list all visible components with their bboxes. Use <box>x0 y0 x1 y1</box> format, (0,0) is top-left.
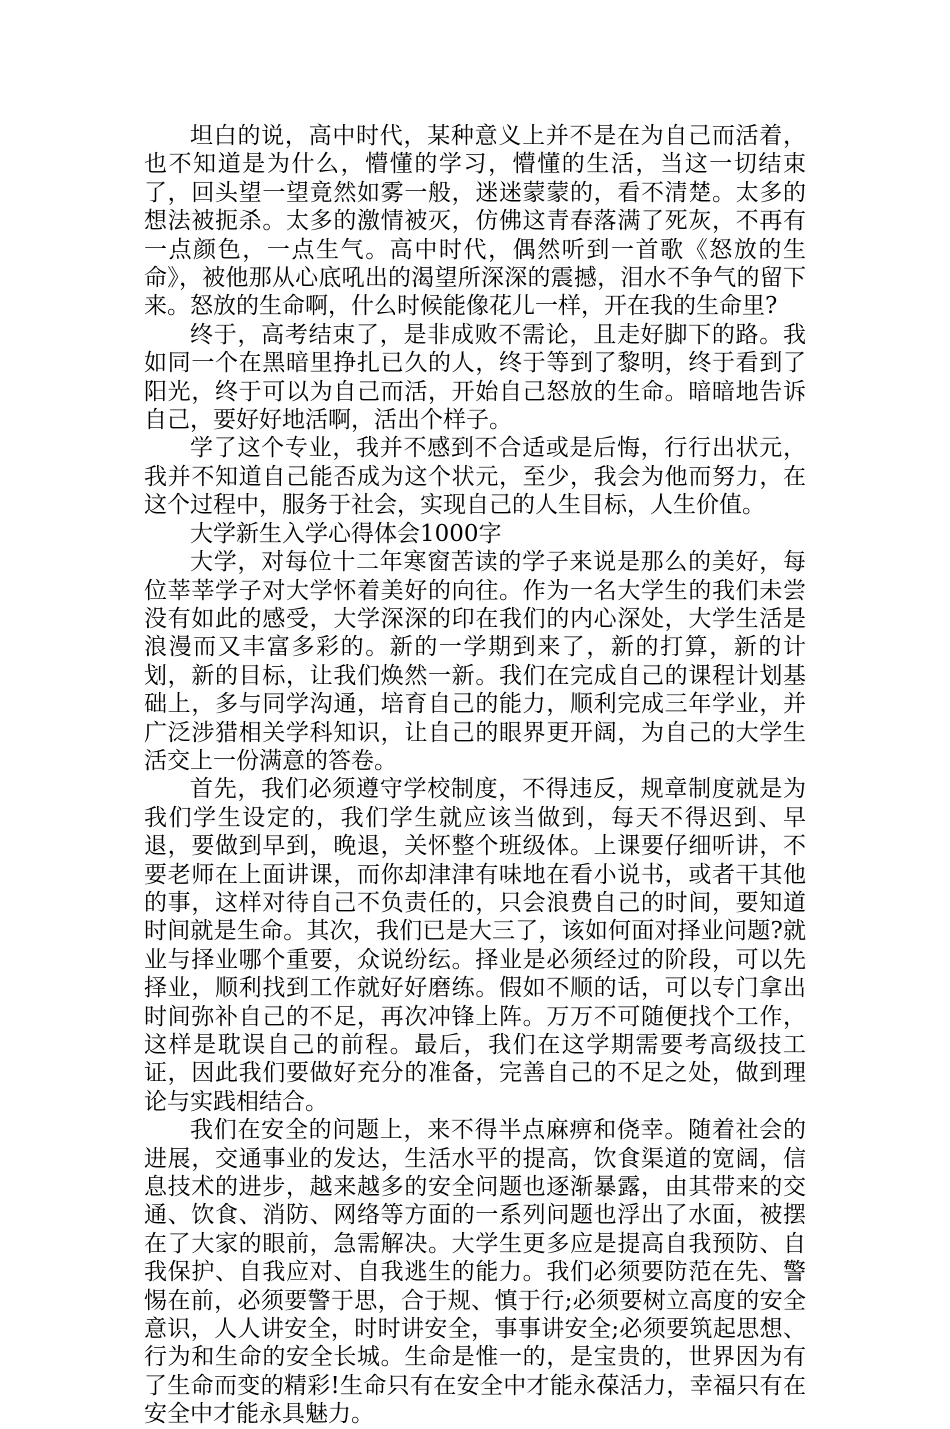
document-body <box>144 122 806 1429</box>
paragraph-rules: 首先，我们必须遵守学校制度，不得违反，规章制度就是为我们学生设定的，我们学生就应该当做到，每天不得迟到、早退，要做到早到，晚退，关怀整个班级体。上课要仔细听讲，不要老师在上面讲课，而你却津津有味地在看小说书，或者干其他的事，这样对待自己不负责任的，只会浪费自己的时间，要知道时间就是生命。其次，我们已是大三了，该如何面对择业问题?就业与择业哪个重要，众说纷纭。择业是必须经过的阶段，可以先择业，顺利找到工作就好好磨练。假如不顺的话，可以专门拿出时间弥补自己的不足，再次冲锋上阵。万万不可随便找个工作，这样是耽误自己的前程。最后，我们在这学期需要考高级技工证，因此我们要做好充分的准备，完善自己的不足之处，做到理论与实践相结合。 <box>144 776 806 1115</box>
paragraph-exam-finished: 终于，高考结束了，是非成败不需论，且走好脚下的路。我如同一个在黑暗里挣扎已久的人，终于等到了黎明，终于看到了阳光，终于可以为自己而活，开始自己怒放的生命。暗暗地告诉自己，要好好地活啊，活出个样子。 <box>144 321 806 434</box>
paragraph-major: 学了这个专业，我并不感到不合适或是后悔，行行出状元，我并不知道自己能否成为这个状元，至少，我会为他而努力，在这个过程中，服务于社会，实现自己的人生目标，人生价值。 <box>144 435 806 519</box>
paragraph-safety: 我们在安全的问题上，来不得半点麻痹和侥幸。随着社会的进展，交通事业的发达，生活水平的提高，饮食渠道的宽阔，信息技术的进步，越来越多的安全问题也逐渐暴露，由其带来的交通、饮食、消防、网络等方面的一系列问题也浮出了水面，被摆在了大家的眼前，急需解决。大学生更多应是提高自我预防、自我保护、自我应对、自我逃生的能力。我们必须要防范在先、警惕在前，必须要警于思，合于规、慎于行;必须要树立高度的安全意识，人人讲安全，时时讲安全，事事讲安全;必须要筑起思想、行为和生命的安全长城。生命是惟一的，是宝贵的，世界因为有了生命而变的精彩!生命只有在安全中才能永葆活力，幸福只有在安全中才能永具魅力。 <box>144 1117 806 1428</box>
section-heading: 大学新生入学心得体会1000字 <box>190 520 502 547</box>
paragraph-high-school: 坦白的说，高中时代，某种意义上并不是在为自己而活着，也不知道是为什么，懵懂的学习，懵懂的生活，当这一切结束了，回头望一望竟然如雾一般，迷迷蒙蒙的，看不清楚。太多的想法被扼杀。太多的激情被灭，仿佛这青春落满了死灰，不再有一点颜色，一点生气。高中时代，偶然听到一首歌《怒放的生命》，被他那从心底吼出的渴望所深深的震撼，泪水不争气的留下来。怒放的生命啊，什么时候能像花儿一样，开在我的生命里? <box>144 123 806 320</box>
paragraph-university: 大学，对每位十二年寒窗苦读的学子来说是那么的美好，每位莘莘学子对大学怀着美好的向往。作为一名大学生的我们未尝没有如此的感受，大学深深的印在我们的内心深处，大学生活是浪漫而又丰富多彩的。新的一学期到来了，新的打算，新的计划，新的目标，让我们焕然一新。我们在完成自己的课程计划基础上，多与同学沟通，培育自己的能力，顺利完成三年学业，并广泛涉猎相关学科知识，让自己的眼界更开阔，为自己的大学生活交上一份满意的答卷。 <box>144 549 806 774</box>
